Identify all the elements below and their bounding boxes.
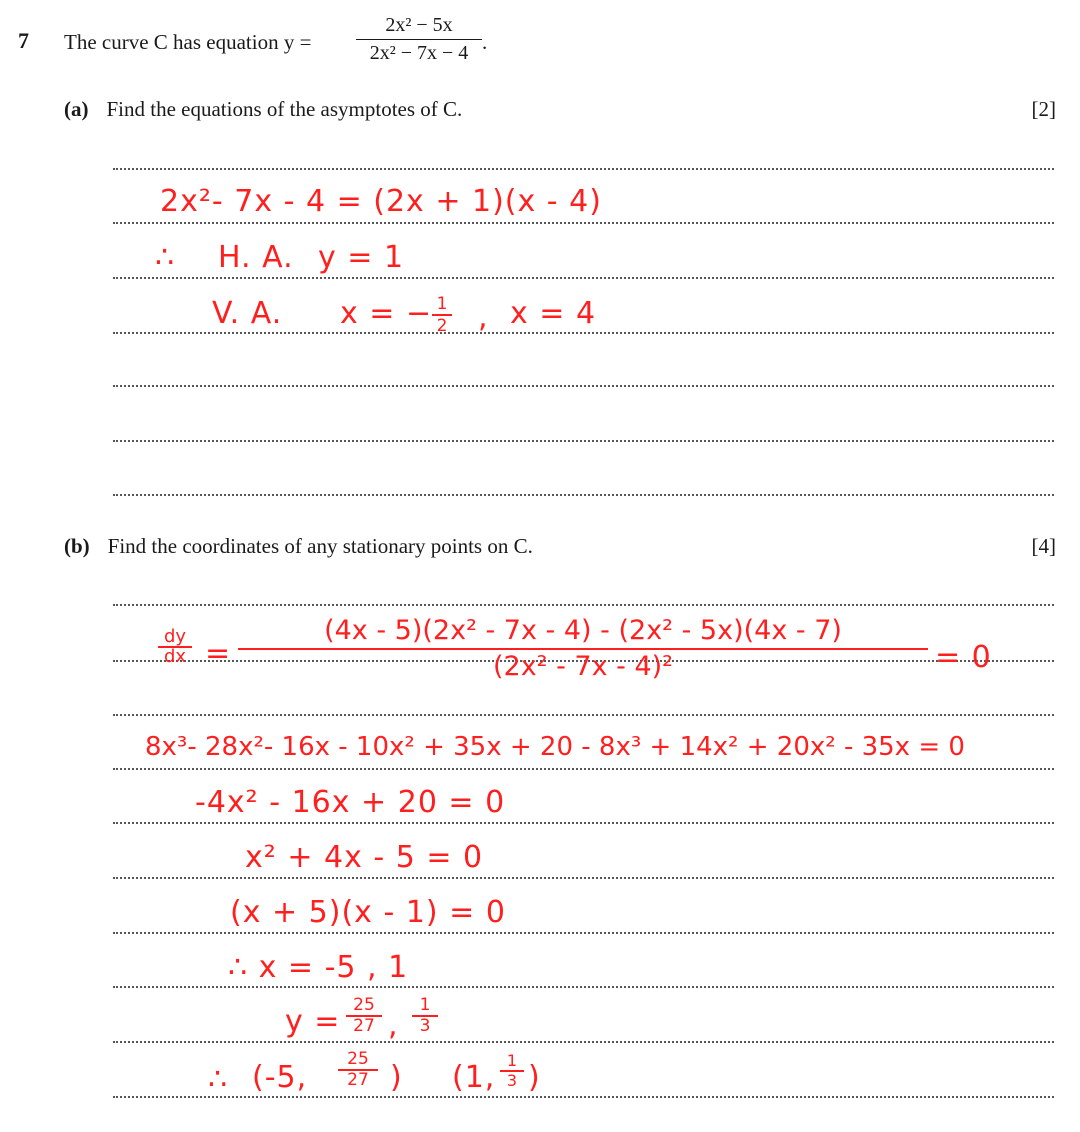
- derivative-numerator: (4x - 5)(2x² - 7x - 4) - (2x² - 5x)(4x - 7): [324, 615, 842, 646]
- expansion-line: 8x³- 28x²- 16x - 10x² + 35x + 20 - 8x³ + 14x² + 20x² - 35x = 0: [145, 732, 965, 762]
- y-fraction-2: [412, 996, 438, 1036]
- y-fraction-1: [346, 996, 382, 1036]
- part-a-prompt: [64, 97, 462, 122]
- part-b-marks: [4]: [1031, 534, 1056, 558]
- equation-denominator: 2x² − 7x − 4: [369, 42, 469, 64]
- dydx-denominator: dx: [163, 646, 187, 667]
- coordinate-1-open: (-5,: [252, 1060, 308, 1095]
- part-b-text: Find the coordinates of any stationary points on C.: [107, 534, 533, 558]
- y-equals: y =: [285, 1004, 341, 1039]
- y-fraction-1-numerator: 25: [353, 995, 375, 1015]
- derivative-equals-zero: = 0: [935, 640, 992, 675]
- answer-line: [113, 714, 1054, 716]
- question-number: 7: [18, 28, 29, 53]
- coordinate-1-fraction: [338, 1050, 378, 1090]
- horizontal-asymptote-equation: y = 1: [318, 240, 405, 275]
- answer-line: [113, 768, 1054, 770]
- answer-line: [113, 1041, 1054, 1043]
- half-numerator: 1: [436, 294, 448, 314]
- vertical-asymptote-equation-2: x = 4: [510, 296, 597, 331]
- answer-line: [113, 1096, 1054, 1098]
- coordinate-1-close: ): [390, 1060, 403, 1095]
- x-solutions: ∴ x = -5 , 1: [228, 950, 409, 985]
- vertical-asymptote-equation-1: x = −: [340, 296, 433, 331]
- answer-line: [113, 986, 1054, 988]
- answer-line: [113, 332, 1054, 334]
- answer-line: [113, 604, 1054, 606]
- coordinate-2-open: (1,: [452, 1060, 496, 1095]
- stem-period: .: [482, 30, 488, 54]
- coordinate-1-numerator: 25: [347, 1049, 369, 1069]
- half-fraction: [432, 294, 452, 336]
- asymptote-separator: ,: [478, 300, 489, 335]
- therefore-symbol: ∴: [155, 240, 176, 275]
- answer-line: [113, 277, 1054, 279]
- answer-line: [113, 222, 1054, 224]
- dydx-numerator: dy: [163, 626, 187, 647]
- quadratic-line-2: x² + 4x - 5 = 0: [245, 840, 484, 875]
- y-fraction-1-denominator: 27: [353, 1016, 375, 1036]
- answer-line: [113, 494, 1054, 496]
- part-a-marks: [2]: [1031, 97, 1056, 121]
- part-b-label: (b): [64, 534, 90, 558]
- answer-line: [113, 932, 1054, 934]
- quadratic-line-1: -4x² - 16x + 20 = 0: [195, 785, 506, 820]
- answer-line: [113, 168, 1054, 170]
- factorisation-line: 2x²- 7x - 4 = (2x + 1)(x - 4): [160, 184, 602, 219]
- coordinate-2-denominator: 3: [506, 1071, 518, 1090]
- coordinate-2-fraction: [500, 1052, 524, 1090]
- answer-line: [113, 385, 1054, 387]
- derivative-fraction: [238, 614, 928, 684]
- vertical-asymptote-label: V. A.: [212, 296, 283, 331]
- y-fraction-2-numerator: 1: [419, 995, 431, 1015]
- factored-line: (x + 5)(x - 1) = 0: [230, 895, 506, 930]
- answer-line: [113, 822, 1054, 824]
- dydx-equals: =: [205, 636, 232, 671]
- question-stem: The curve C has equation y =: [64, 30, 312, 54]
- horizontal-asymptote-label: H. A.: [218, 240, 294, 275]
- equation-numerator: 2x² − 5x: [385, 14, 453, 36]
- coordinate-2-close: ): [528, 1060, 541, 1095]
- coordinate-2-numerator: 1: [506, 1051, 518, 1070]
- coordinate-1-denominator: 27: [347, 1070, 369, 1090]
- derivative-denominator: (2x² - 7x - 4)²: [492, 651, 674, 682]
- half-denominator: 2: [436, 316, 448, 336]
- part-a-text: Find the equations of the asymptotes of C.: [106, 97, 463, 121]
- y-fraction-2-denominator: 3: [419, 1016, 431, 1036]
- coords-therefore: ∴: [208, 1062, 229, 1097]
- answer-line: [113, 877, 1054, 879]
- part-a-label: (a): [64, 97, 89, 121]
- part-b-prompt: [64, 534, 533, 559]
- dydx-fraction: [158, 628, 192, 666]
- y-separator: ,: [388, 1008, 399, 1043]
- equation-fraction: [356, 14, 482, 65]
- answer-line: [113, 440, 1054, 442]
